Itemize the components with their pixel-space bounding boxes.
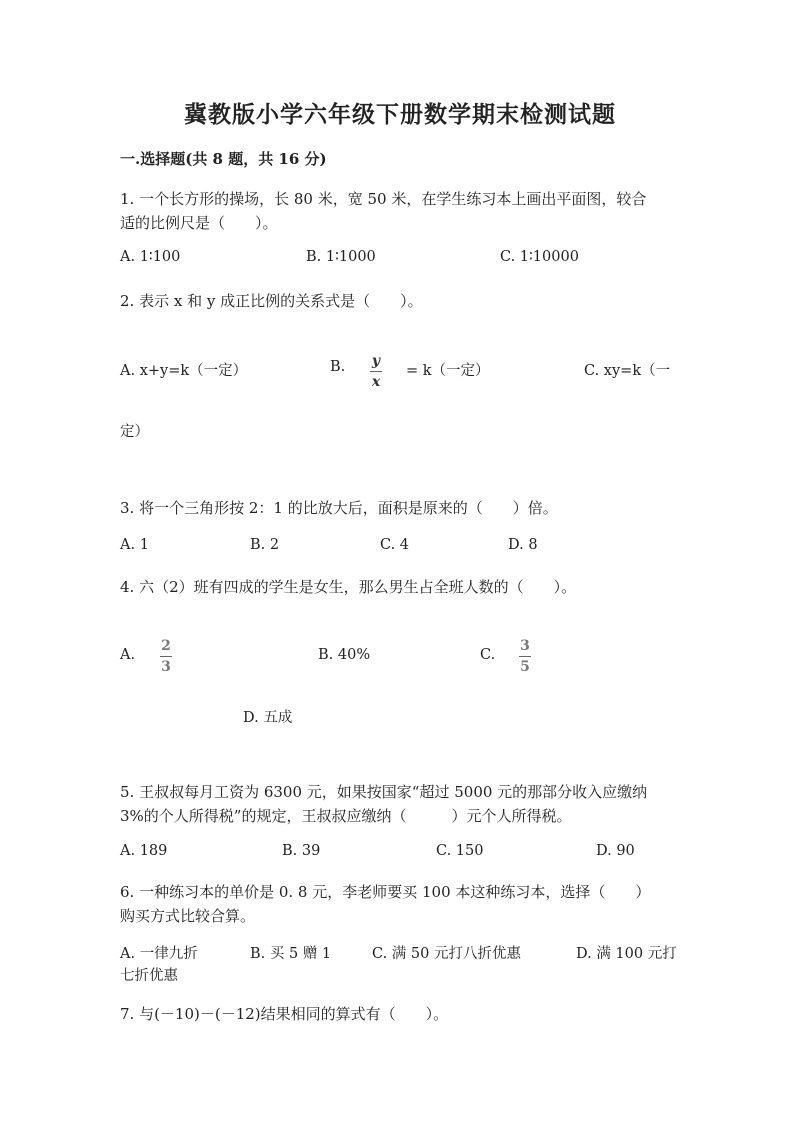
- q3-option-a: A. 1: [120, 537, 149, 553]
- fraction-bar: [160, 656, 172, 657]
- question-6-line-2: 购买方式比较合算。: [120, 907, 256, 925]
- fraction-bar: [370, 371, 382, 372]
- question-5-line-1: 5. 王叔叔每月工资为 6300 元，如果按国家“超过 5000 元的那部分收入应缴纳: [120, 783, 648, 801]
- q5-option-b: B. 39: [282, 843, 321, 859]
- q3-option-b: B. 2: [250, 537, 280, 553]
- q6-option-d: D. 满 100 元打: [576, 946, 677, 962]
- q5-option-c: C. 150: [436, 843, 484, 859]
- q4-option-a-fraction: [160, 639, 172, 674]
- q6-option-c: C. 满 50 元打八折优惠: [372, 946, 521, 962]
- q4-option-d: D. 五成: [243, 710, 293, 726]
- q4-option-b: B. 40%: [318, 647, 371, 663]
- q6-option-b: B. 买 5 赠 1: [250, 946, 332, 962]
- q5-option-d: D. 90: [596, 843, 635, 859]
- q4-option-a-label: A.: [120, 647, 136, 663]
- q1-option-c: C. 1∶10000: [500, 249, 579, 265]
- q2-option-b-fraction: [370, 354, 382, 389]
- question-5-line-2: 3%的个人所得税”的规定，王叔叔应缴纳（ ）元个人所得税。: [120, 807, 572, 825]
- fraction-denominator: x: [371, 374, 381, 390]
- fraction-numerator: 2: [161, 638, 171, 654]
- fraction-numerator: 3: [520, 638, 530, 654]
- q6-option-d-continued: 七折优惠: [120, 968, 178, 984]
- q2-option-b-label: B.: [330, 359, 346, 375]
- q1-option-b: B. 1∶1000: [306, 249, 376, 265]
- q3-option-d: D. 8: [508, 537, 538, 553]
- question-7-line-1: 7. 与(－10)－(－12)结果相同的算式有（ ）。: [120, 1005, 449, 1023]
- page-title: 冀教版小学六年级下册数学期末检测试题: [184, 101, 616, 128]
- question-2-line-1: 2. 表示 x 和 y 成正比例的关系式是（ ）。: [120, 292, 423, 310]
- q2-option-c-continued: 定）: [120, 424, 149, 440]
- q6-option-a: A. 一律九折: [120, 946, 198, 962]
- fraction-denominator: 3: [161, 659, 171, 675]
- q1-option-a: A. 1∶100: [120, 249, 181, 265]
- fraction-numerator: y: [371, 353, 381, 369]
- q2-option-c: C. xy=k（一: [584, 363, 671, 379]
- q2-option-a: A. x+y=k（一定）: [120, 363, 248, 379]
- section-heading: 一.选择题(共 8 题，共 16 分): [120, 150, 327, 168]
- q5-option-a: A. 189: [120, 843, 168, 859]
- fraction-bar: [519, 656, 531, 657]
- question-4-line-1: 4. 六（2）班有四成的学生是女生，那么男生占全班人数的（ ）。: [120, 578, 577, 596]
- q4-option-c-label: C.: [480, 647, 496, 663]
- fraction-denominator: 5: [520, 659, 530, 675]
- q4-option-c-fraction: [519, 639, 531, 674]
- question-1-line-1: 1. 一个长方形的操场，长 80 米，宽 50 米，在学生练习本上画出平面图，较合: [120, 190, 647, 208]
- q3-option-c: C. 4: [380, 537, 410, 553]
- question-3-line-1: 3. 将一个三角形按 2：1 的比放大后，面积是原来的（ ）倍。: [120, 499, 558, 517]
- question-6-line-1: 6. 一种练习本的单价是 0. 8 元，李老师要买 100 本这种练习本，选择（ ）: [120, 883, 651, 901]
- q2-option-b-text: = k（一定）: [406, 363, 490, 379]
- question-1-line-2: 适的比例尺是（ ）。: [120, 214, 278, 232]
